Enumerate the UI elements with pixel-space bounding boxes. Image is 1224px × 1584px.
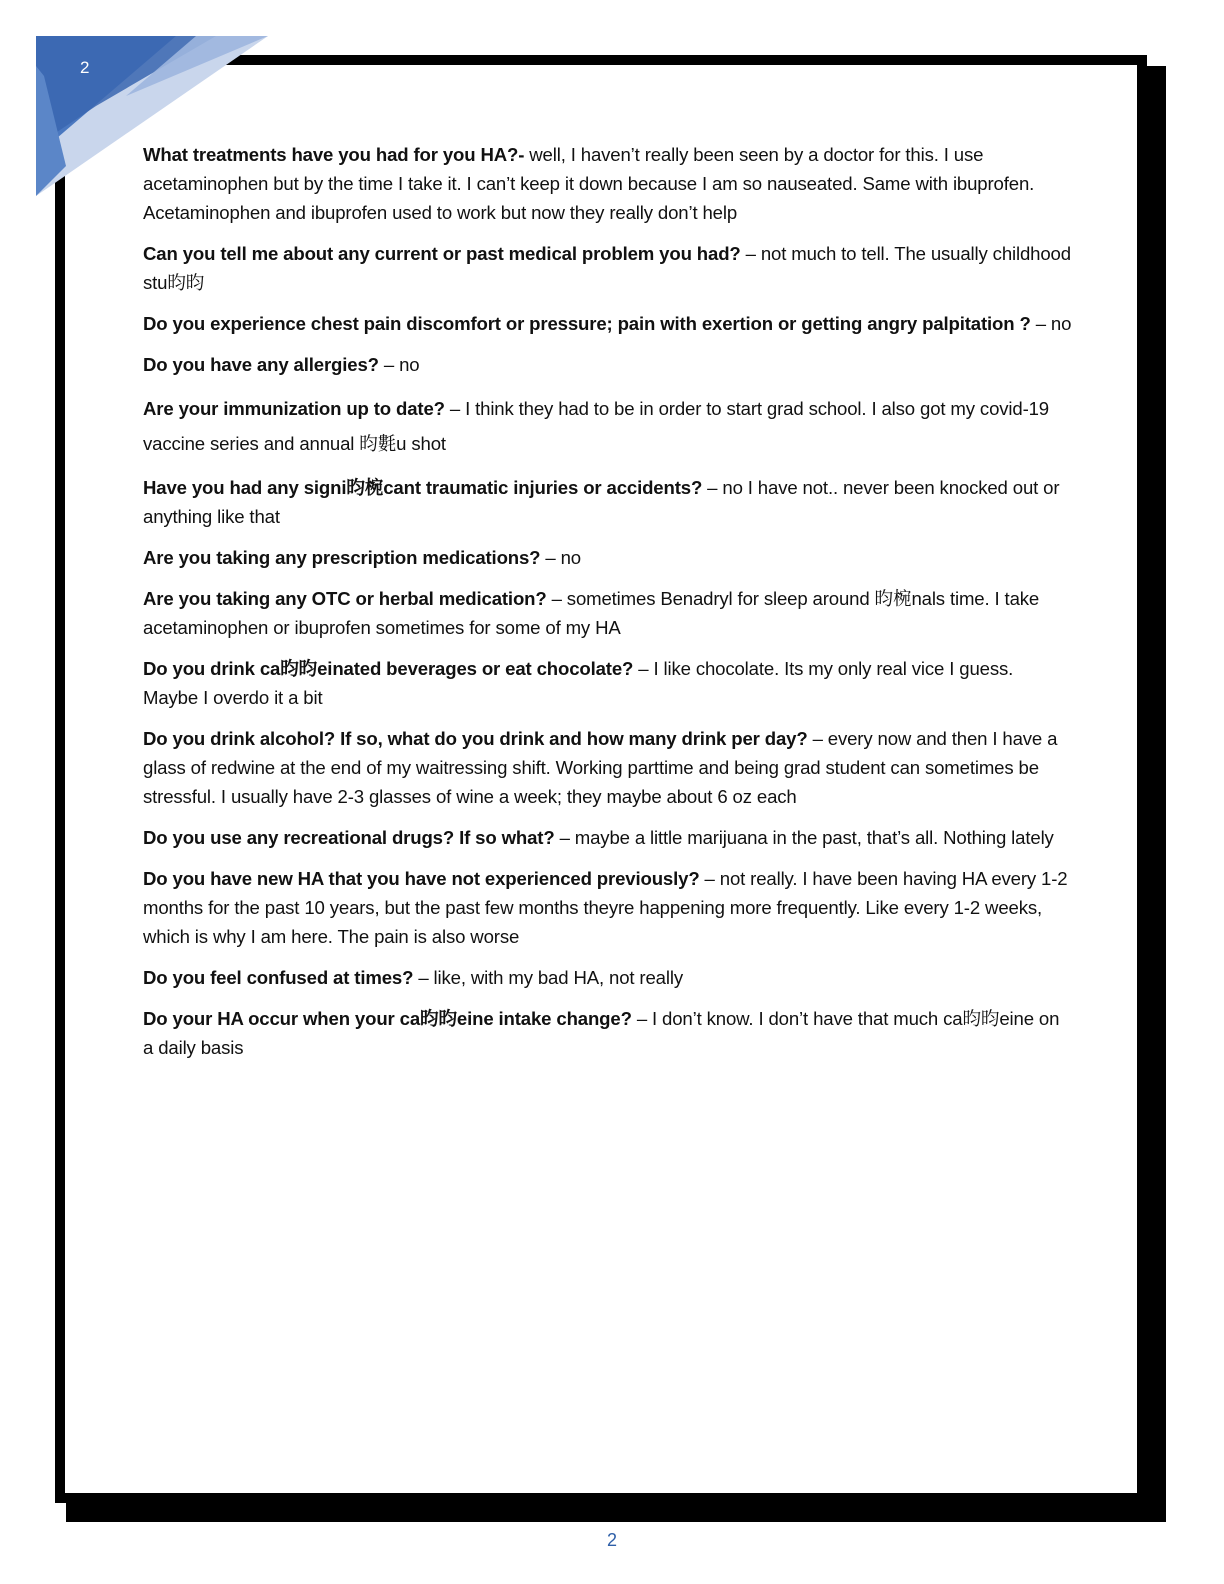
question: Do you feel confused at times?	[143, 967, 414, 988]
question: Do you use any recreational drugs? If so what?	[143, 827, 555, 848]
question: Do your HA occur when your ca昀昀eine intake change?	[143, 1008, 632, 1029]
qa-recreational-drugs	[143, 823, 1073, 852]
question: Do you drink alcohol? If so, what do you drink and how many drink per day?	[143, 728, 808, 749]
question: What treatments have you had for you HA?-	[143, 144, 530, 165]
answer: – sometimes Benadryl for sleep around 昀椀nals time. I take acetaminophen or ibuprofen sometimes for some of my HA	[143, 588, 1040, 638]
footer-page-number: 2	[606, 1530, 617, 1550]
answer: – no	[378, 354, 420, 375]
qa-otc-herbal	[143, 584, 1073, 642]
qa-treatments	[143, 140, 1073, 227]
answer: – like, with my bad HA, not really	[413, 967, 683, 988]
answer: well, I haven’t really been seen by a doctor for this. I use acetaminophen but by the time I take it. I can’t keep it down because I am so nauseated. Same with ibuprofen. Acetaminophen and ibuprofen used to work but now they really don’t help	[143, 144, 1035, 223]
question: Are you taking any OTC or herbal medication?	[143, 588, 547, 609]
answer: – no	[1030, 313, 1072, 334]
interview-content	[143, 140, 1073, 1074]
qa-caffeine-chocolate	[143, 654, 1073, 712]
answer: – every now and then I have a glass of redwine at the end of my waitressing shift. Working parttime and being grad student can sometimes be stressful. I usually have 2-3 glasses of wine a week; they maybe about 6 oz each	[143, 728, 1058, 807]
header-page-number: 2	[80, 58, 90, 77]
question: Have you had any signi昀椀cant traumatic injuries or accidents?	[143, 477, 703, 498]
qa-allergies	[143, 350, 1073, 379]
qa-injuries	[143, 473, 1073, 531]
qa-new-ha	[143, 864, 1073, 951]
qa-prescription	[143, 543, 1073, 572]
qa-confusion	[143, 963, 1073, 992]
question: Do you have any allergies?	[143, 354, 379, 375]
answer: – maybe a little marijuana in the past, that’s all. Nothing lately	[554, 827, 1054, 848]
qa-alcohol	[143, 724, 1073, 811]
question: Do you have new HA that you have not experienced previously?	[143, 868, 700, 889]
answer: – I like chocolate. Its my only real vice I guess. Maybe I overdo it a bit	[143, 658, 1014, 708]
question: Are you taking any prescription medications?	[143, 547, 541, 568]
answer: – not really. I have been having HA every 1-2 months for the past 10 years, but the past few months theyre happening more frequently. Like every 1-2 weeks, which is why I am here. The pain is also worse	[143, 868, 1068, 947]
answer: – I don’t know. I don’t have that much ca昀昀eine on a daily basis	[143, 1008, 1060, 1058]
question: Do you drink ca昀昀einated beverages or eat chocolate?	[143, 658, 634, 679]
answer: – not much to tell. The usually childhood stu昀昀	[143, 243, 1071, 293]
qa-immunization	[143, 391, 1073, 461]
qa-caffeine-intake	[143, 1004, 1073, 1062]
question: Are your immunization up to date?	[143, 398, 445, 419]
question: Do you experience chest pain discomfort or pressure; pain with exertion or getting angry palpitation ?	[143, 313, 1031, 334]
question: Can you tell me about any current or past medical problem you had?	[143, 243, 741, 264]
qa-medical-problems	[143, 239, 1073, 297]
answer: – no	[540, 547, 581, 568]
qa-chest-pain	[143, 309, 1073, 338]
answer: – no I have not.. never been knocked out or anything like that	[143, 477, 1060, 527]
answer: – I think they had to be in order to start grad school. I also got my covid-19 vaccine series and annual 昀氀u shot	[143, 398, 1050, 454]
